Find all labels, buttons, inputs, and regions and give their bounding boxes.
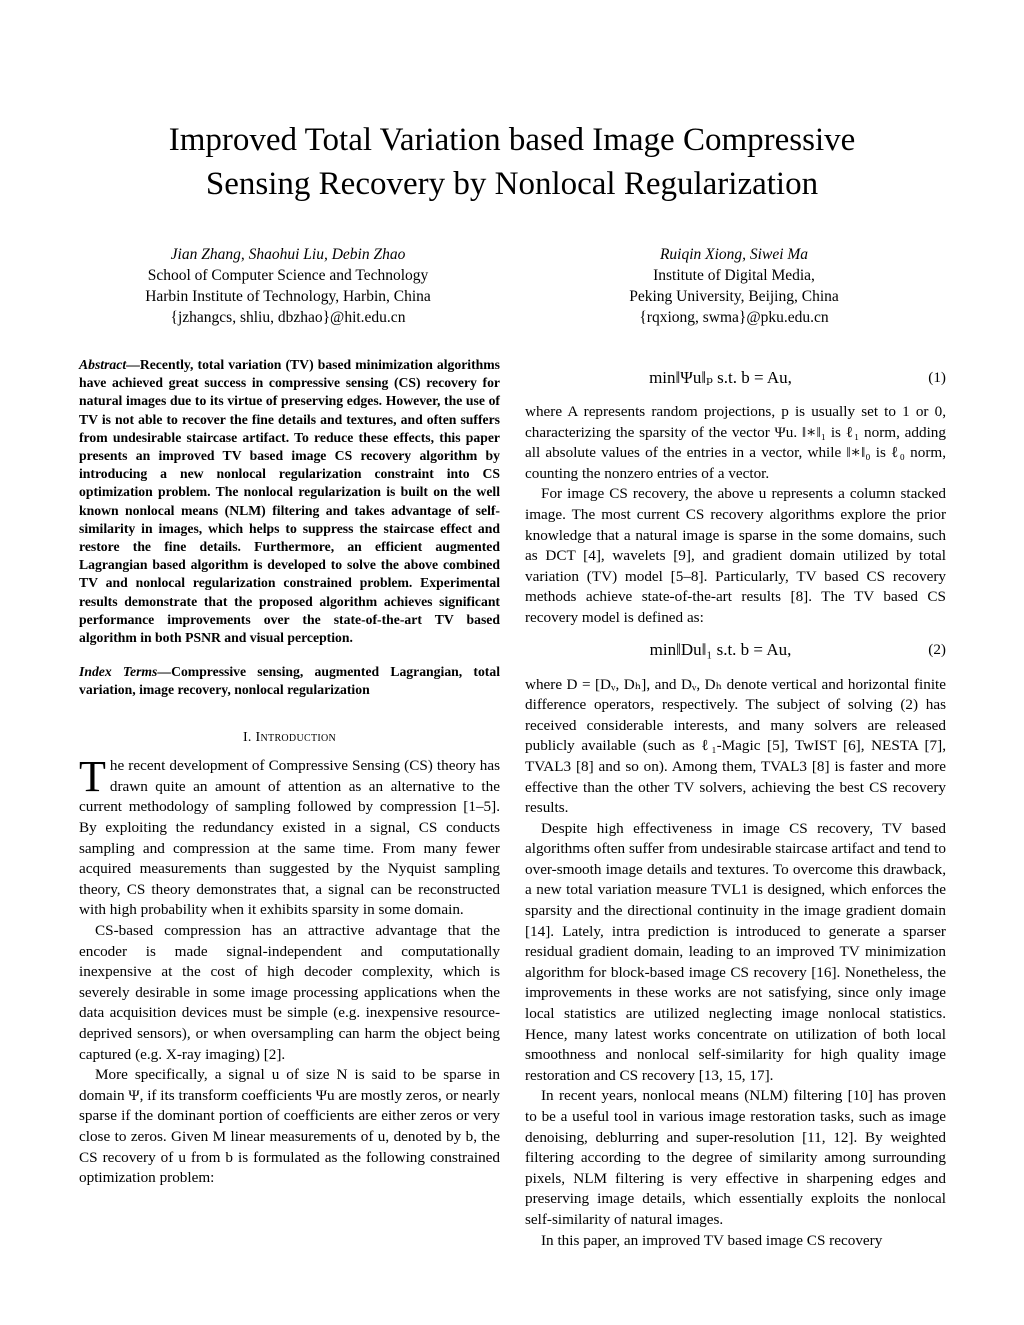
equation-number: (2) xyxy=(928,641,946,659)
index-terms-label: Index Terms xyxy=(79,664,158,680)
paragraph: where D = [Dᵥ, Dₕ], and Dᵥ, Dₕ denote vertical and horizontal finite difference operators, respectively. The subject of solving (2) has received considerable interests, and many solvers are released publicly available (such as ℓ₁-Magic [5], TwIST [6], NESTA [7], TVAL3 [8] and so on). Among them, TVAL3 [8] is faster and more effective than the other TV solvers, achieving the best CS recovery results. xyxy=(525,675,946,817)
paragraph: In this paper, an improved TV based image CS recovery xyxy=(541,1231,883,1249)
drop-cap: T xyxy=(79,752,106,802)
paragraph: More specifically, a signal u of size N is said to be sparse in domain Ψ, if its transform coefficients Ψu are mostly zeros, or nearly sparse if the dominant portion of coefficients are either zeros or very close to zeros. Given M linear measurements of u, denoted by b, the CS recovery of u from b is formulated as the following constrained optimization problem: xyxy=(79,1066,500,1187)
left-column xyxy=(79,356,500,1189)
paragraph: where A represents random projections, p is usually set to 1 or 0, characterizing the sparsity of the vector Ψu. ‖∗‖₁ is ℓ₁ norm, adding all absolute values of the entries in a vector, while ‖∗‖₀ is ℓ₀ norm, counting the nonzero entries of a vector. xyxy=(525,403,946,482)
paragraph xyxy=(79,752,500,921)
paper-title xyxy=(0,118,1024,206)
author-block-left xyxy=(110,244,466,328)
author-names: Jian Zhang, Shaohui Liu, Debin Zhao xyxy=(170,246,406,263)
author-names: Ruiqin Xiong, Siwei Ma xyxy=(659,246,809,263)
section-heading xyxy=(79,728,500,749)
paragraph: For image CS recovery, the above u represents a column stacked image. The most current CS recovery algorithms explore the prior knowledge that a natural image is sparse in the some domains, such as DCT [4], wavelets [9], and gradient domain utilized by total variation (TV) model [5–8]. Particularly, TV based CS recovery methods achieve state-of-the-art results [8]. The TV based CS recovery model is defined as: xyxy=(525,485,946,626)
abstract xyxy=(79,356,500,647)
section-number: I. xyxy=(242,729,252,745)
author-email: {rqxiong, swma}@pku.edu.cn xyxy=(639,309,829,326)
paragraph-text: he recent development of Compressive Sensing (CS) theory has drawn quite an amount of attention as an alternative to the current methodology of sampling followed by compression [1–5]. By exploiting the redundancy existed in a signal, CS conducts sampling and compression at the same time. From many fewer acquired measurements than suggested by the Nyquist sampling theory, CS theory demonstrates that, a signal can be reconstructed with high probability when it exhibits sparsity in some domain. xyxy=(79,757,500,919)
index-terms-text: —Compressive sensing, augmented Lagrangian, total variation, image recovery, nonlocal regularization xyxy=(79,664,500,698)
equation-2 xyxy=(525,633,946,669)
author-affiliation: School of Computer Science and Technology xyxy=(147,267,429,284)
equation-1 xyxy=(525,360,946,396)
equation-number: (1) xyxy=(928,368,946,386)
index-terms xyxy=(79,663,500,699)
section-title: Introduction xyxy=(255,729,337,745)
paragraph: CS-based compression has an attractive advantage that the encoder is made signal-independent and computationally inexpensive at the cost of high decoder complexity, which is severely desirable in some image processing applications when the data acquisition devices must be simple (e.g. inexpensive resource-deprived sensors), or when oversampling can harm the object being captured (e.g. X-ray imaging) [2]. xyxy=(79,922,500,1063)
equation-body: min‖Du‖₁ s.t. b = Au, xyxy=(649,640,792,660)
author-affiliation: Institute of Digital Media, xyxy=(653,267,815,284)
title-line-1: Improved Total Variation based Image Compressive xyxy=(168,122,856,158)
abstract-text: —Recently, total variation (TV) based minimization algorithms have achieved great success in compressive sensing (CS) recovery for natural images due to its virtue of preserving edges. However, the use of TV is not able to recover the fine details and textures, and often suffers from undesirable staircase artifact. To reduce these effects, this paper presents an improved TV based image CS recovery algorithm by introducing a new nonlocal regularization constraint into CS optimization problem. The nonlocal regularization is built on the well known nonlocal means (NLM) filtering and takes advantage of self-similarity in images, which helps to suppress the staircase effect and restore the fine details. Furthermore, an efficient augmented Lagrangian based algorithm is developed to solve the above combined TV and nonlocal regularization constrained problem. Experimental results demonstrate that the proposed algorithm achieves significant performance improvements over the state-of-the-art TV based algorithm in both PSNR and visual perception. xyxy=(79,357,500,646)
author-email: {jzhangcs, shliu, dbzhao}@hit.edu.cn xyxy=(170,309,406,326)
title-line-2: Sensing Recovery by Nonlocal Regularization xyxy=(205,166,819,202)
paragraph: In recent years, nonlocal means (NLM) filtering [10] has proven to be a useful tool in various image restoration tasks, such as image denoising, deblurring and super-resolution [11, 12]. By weighted filtering according to the degree of similarity among surrounding pixels, NLM filtering is very effective in sharpening edges and preserving image details, which essentially exploits the nonlocal self-similarity of natural images. xyxy=(525,1087,946,1228)
equation-body: min‖Ψu‖ₚ s.t. b = Au, xyxy=(649,367,792,387)
author-affiliation: Harbin Institute of Technology, Harbin, China xyxy=(145,288,431,305)
author-block-right xyxy=(556,244,912,328)
abstract-label: Abstract xyxy=(79,357,127,372)
author-affiliation: Peking University, Beijing, China xyxy=(629,288,839,305)
right-column xyxy=(525,356,946,1251)
paragraph: Despite high effectiveness in image CS recovery, TV based algorithms often suffer from undesirable staircase artifact and tend to over-smooth image details and textures. To overcome this drawback, a new total variation measure TVL1 is designed, which enforces the sparsity and the directional continuity in the image gradient domain [14]. Lately, intra prediction is introduced to generate a sparser residual gradient domain, leading to an improved TV minimization algorithm for block-based image CS recovery [16]. Nonetheless, the improvements in these works are not satisfying, since only image local statistics are utilized neglecting image nonlocal statistics. Hence, many latest works concentrate on utilization of both local smoothness and nonlocal self-similarity for high quality image restoration and CS recovery [13, 15, 17]. xyxy=(525,819,946,1084)
